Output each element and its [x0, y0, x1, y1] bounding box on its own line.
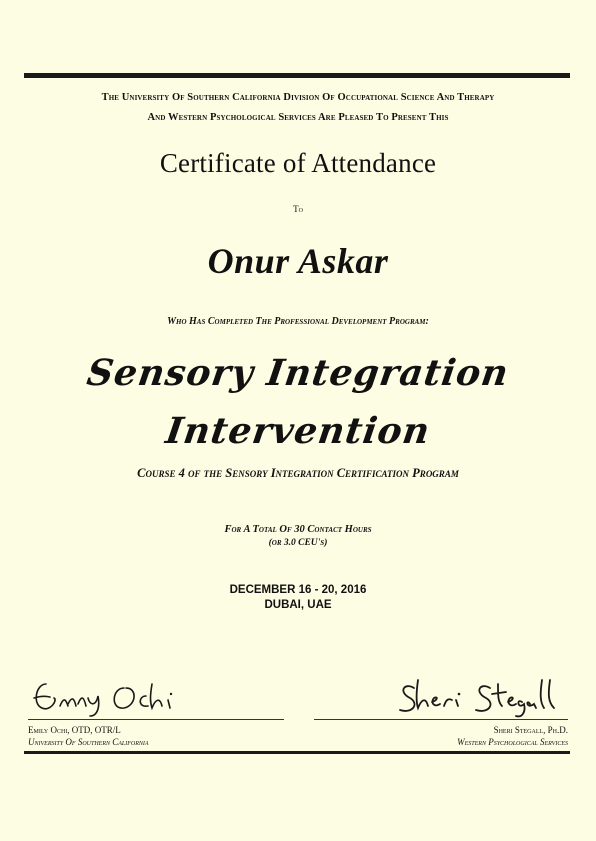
contact-hours: For A Total Of 30 Contact Hours	[224, 524, 372, 535]
signatory-right-org: Western Psychological Services	[457, 737, 568, 747]
event-location: DUBAI, UAE	[264, 599, 332, 611]
signatory-left-name: Emily Ochi, OTD, OTR/L	[28, 725, 121, 735]
signatory-left-org: University Of Southern California	[28, 737, 149, 747]
course-description: Course 4 of the Sensory Integration Certification Program	[137, 466, 459, 480]
program-name-line-1: Sensory Integration	[84, 352, 512, 394]
signatory-right-name: Sheri Stegall, Ph.D.	[493, 725, 568, 735]
program-name-line-2: Intervention	[163, 410, 433, 452]
signature-right-image	[394, 670, 564, 718]
recipient-name: Onur Askar	[207, 241, 389, 281]
bottom-border-rule	[24, 751, 570, 754]
signature-line-right	[314, 719, 568, 720]
signatory-right	[457, 724, 568, 748]
top-border-rule	[24, 73, 570, 78]
completed-program-label: Who Has Completed The Professional Development Program:	[167, 316, 429, 327]
certificate-title: Certificate of Attendance	[159, 148, 437, 178]
to-label: To	[293, 204, 303, 214]
presenter-line-2: And Western Psychological Services Are Pleased To Present This	[147, 112, 449, 123]
signatory-left	[28, 724, 149, 748]
signature-left-image	[28, 670, 188, 718]
presenter-line-1: The University Of Southern California Division Of Occupational Science And Therapy	[101, 92, 495, 103]
ceu-credits: (or 3.0 CEU's)	[268, 538, 328, 548]
event-dates: DECEMBER 16 - 20, 2016	[229, 584, 367, 596]
signature-line-left	[28, 719, 284, 720]
